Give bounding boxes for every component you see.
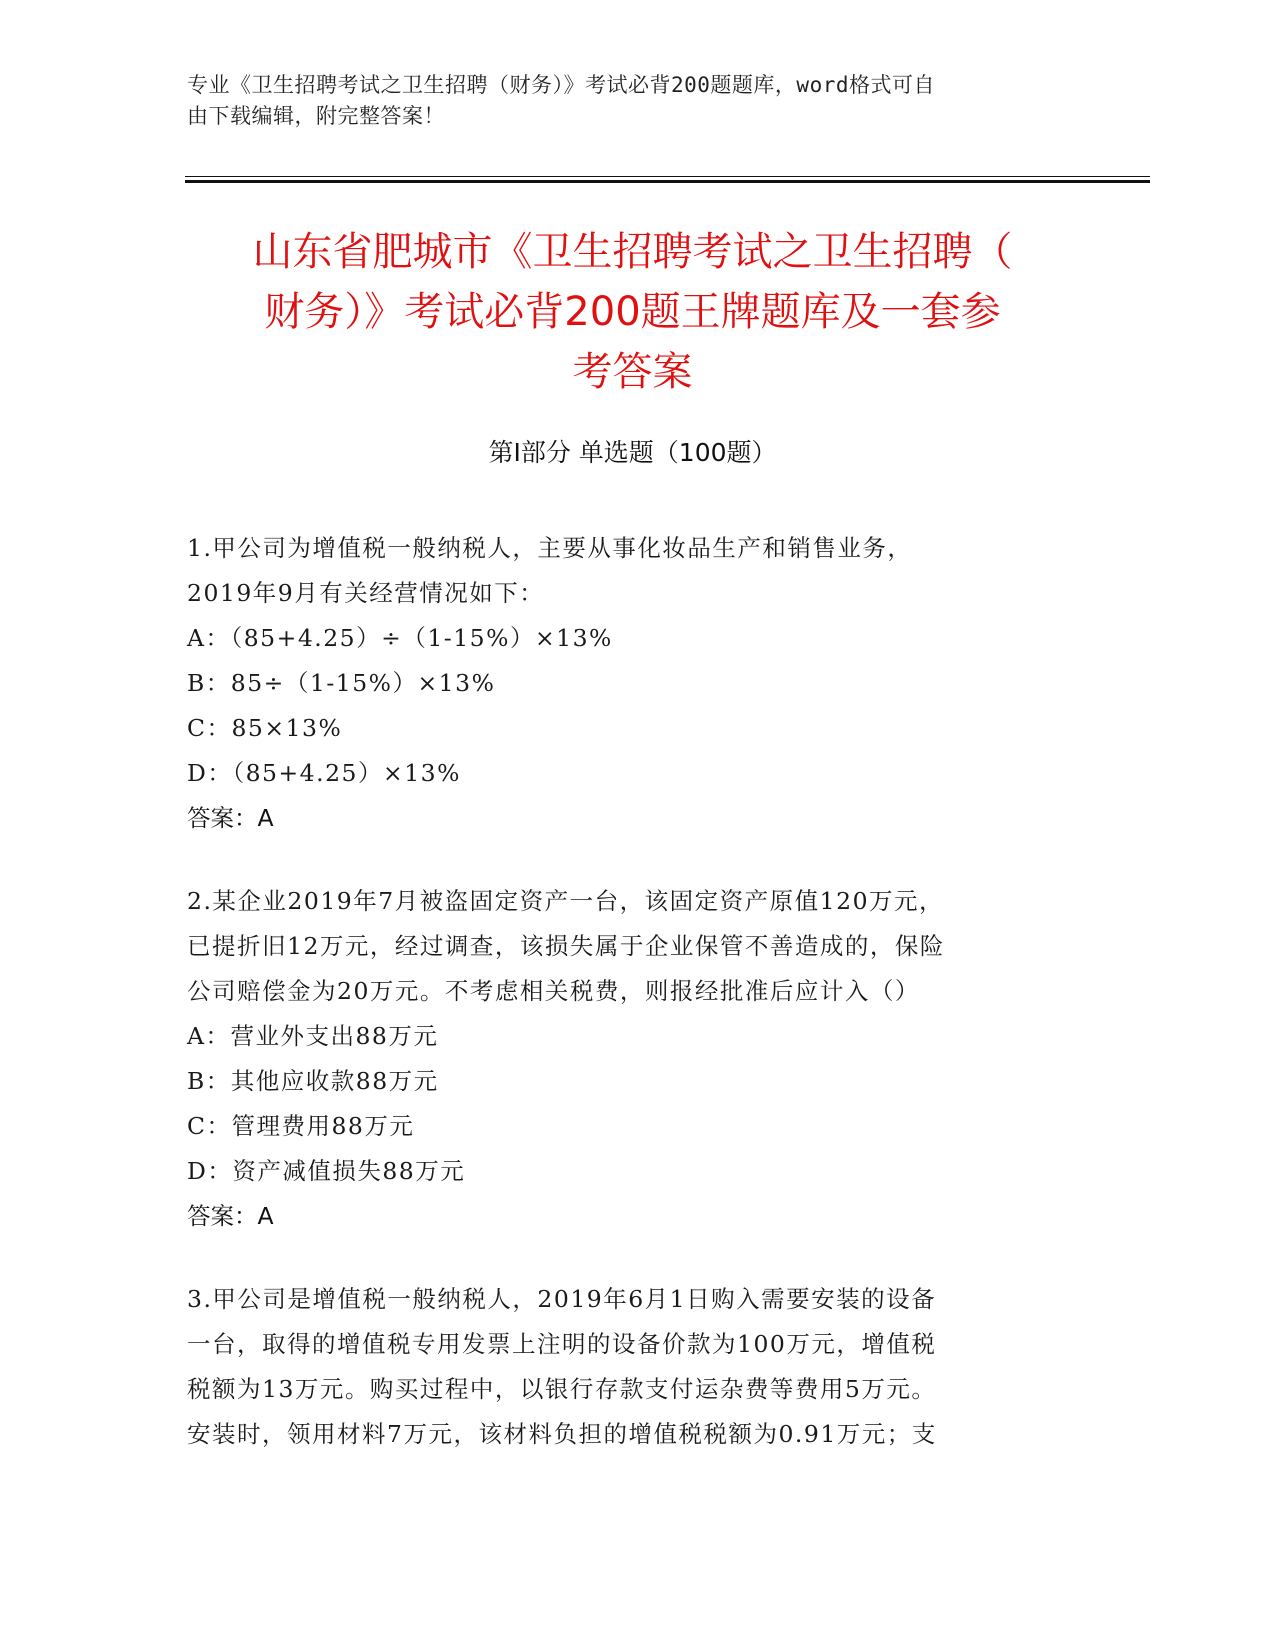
option-d: D：资产减值损失88万元 xyxy=(187,1157,466,1185)
header-divider-thin xyxy=(185,176,1150,177)
option-d: D：（85+4.25）×13% xyxy=(187,759,461,787)
question-list xyxy=(187,526,1087,1495)
section-heading: 第Ⅰ部分 单选题（100题） xyxy=(488,438,777,467)
question-stem-line: 3.甲公司是增值税一般纳税人，2019年6月1日购入需要安装的设备 xyxy=(187,1285,937,1313)
question-stem-line: 税额为13万元。购买过程中，以银行存款支付运杂费等费用5万元。 xyxy=(187,1375,937,1403)
header-note-line-2: 由下载编辑，附完整答案！ xyxy=(187,104,445,128)
question-stem-line: 一台，取得的增值税专用发票上注明的设备价款为100万元，增值税 xyxy=(187,1330,937,1358)
question-stem-line: 1.甲公司为增值税一般纳税人，主要从事化妆品生产和销售业务， xyxy=(187,534,913,562)
document-title-line-2: 财务）》考试必背200题王牌题库及一套参 xyxy=(264,289,1001,335)
answer: 答案：A xyxy=(187,1202,274,1230)
question-stem-line: 2019年9月有关经营情况如下： xyxy=(187,579,545,607)
option-a: A：（85+4.25）÷（1-15%）×13% xyxy=(187,624,613,652)
question-3 xyxy=(187,1277,1087,1457)
question-stem-line: 安装时，领用材料7万元，该材料负担的增值税税额为0.91万元；支 xyxy=(187,1420,937,1448)
question-stem-line: 公司赔偿金为20万元。不考虑相关税费，则报经批准后应计入（） xyxy=(187,977,920,1005)
question-stem-line: 已提折旧12万元，经过调查，该损失属于企业保管不善造成的，保险 xyxy=(187,932,945,960)
header-note-line-1: 专业《卫生招聘考试之卫生招聘（财务）》考试必背200题题库，word格式可自 xyxy=(187,73,935,97)
document-title-line-1: 山东省肥城市《卫生招聘考试之卫生招聘（ xyxy=(252,229,1013,275)
option-b: B：85÷（1-15%）×13% xyxy=(187,669,496,697)
question-2 xyxy=(187,879,1087,1239)
option-c: C：管理费用88万元 xyxy=(187,1112,415,1140)
question-stem-line: 2.某企业2019年7月被盗固定资产一台，该固定资产原值120万元， xyxy=(187,887,945,915)
question-1 xyxy=(187,526,1087,841)
document-title-line-3: 考答案 xyxy=(572,349,693,395)
document-title xyxy=(185,222,1080,402)
option-c: C：85×13% xyxy=(187,714,343,742)
header-note xyxy=(187,70,1067,132)
option-a: A：营业外支出88万元 xyxy=(187,1022,439,1050)
header-divider-thick xyxy=(185,180,1150,183)
answer: 答案：A xyxy=(187,804,274,832)
option-b: B：其他应收款88万元 xyxy=(187,1067,439,1095)
